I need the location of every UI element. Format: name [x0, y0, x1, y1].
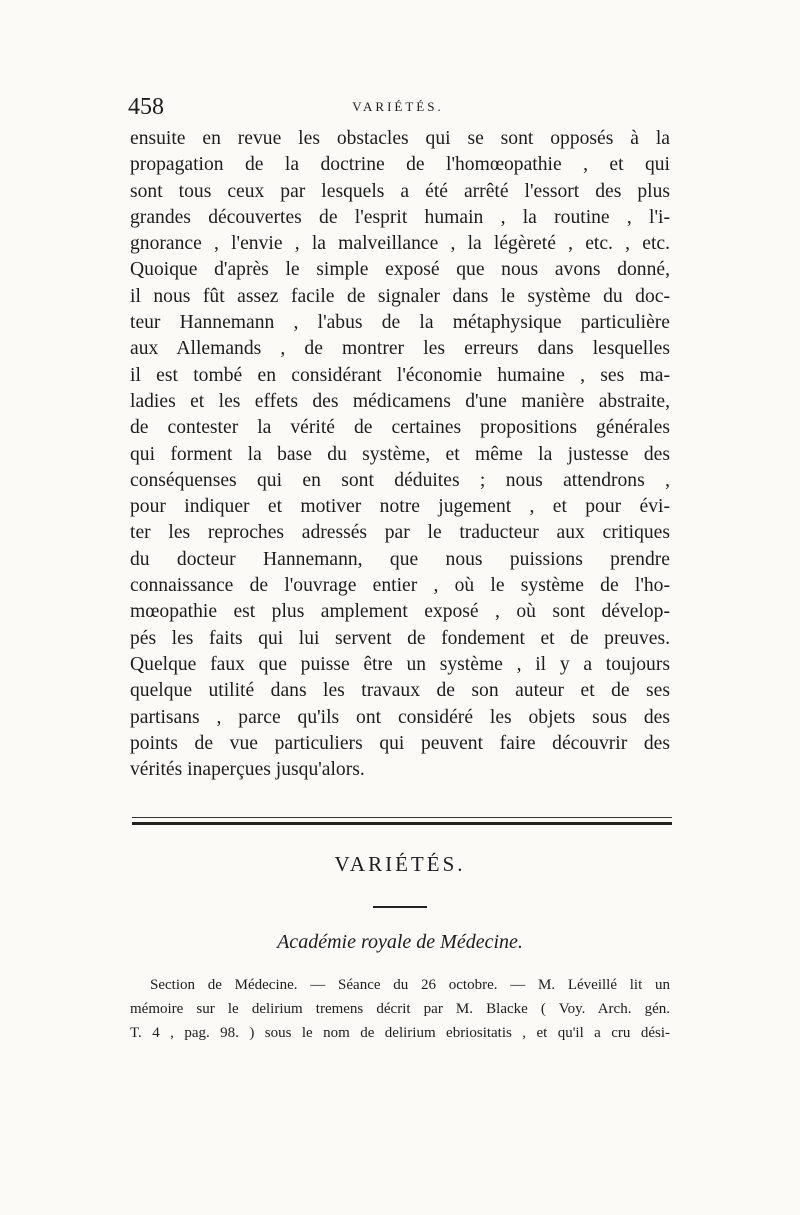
- text-line: propagation de la doctrine de l'homœopathie , et qui: [130, 154, 670, 176]
- text-line: mœopathie est plus amplement exposé , où sont dévelop-: [130, 601, 670, 623]
- small-text-line: Section de Médecine. — Séance du 26 octobre. — M. Léveillé lit un: [150, 977, 670, 993]
- text-line: pour indiquer et motiver notre jugement , et pour évi-: [130, 496, 670, 518]
- text-line: Quoique d'après le simple exposé que nous avons donné,: [130, 259, 670, 281]
- small-text-line: T. 4 , pag. 98. ) sous le nom de delirium ebriositatis , et qu'il a cru dési-: [130, 1025, 670, 1041]
- text-line: de contester la vérité de certaines propositions générales: [130, 417, 670, 439]
- text-line: gnorance , l'envie , la malveillance , la légèreté , etc. , etc.: [130, 233, 670, 255]
- title-underline: [373, 906, 427, 908]
- body-paragraph: [130, 126, 670, 783]
- text-line: qui forment la base du système, et même la justesse des: [130, 443, 670, 465]
- text-line: conséquenses qui en sont déduites ; nous attendrons ,: [130, 469, 670, 491]
- text-line: pés les faits qui lui servent de fondement et de preuves.: [130, 627, 670, 649]
- text-line: partisans , parce qu'ils ont considéré les objets sous des: [130, 706, 670, 728]
- text-line: quelque utilité dans les travaux de son auteur et de ses: [130, 680, 670, 702]
- small-text-line: mémoire sur le delirium tremens décrit par M. Blacke ( Voy. Arch. gén.: [130, 1001, 670, 1017]
- text-line: teur Hannemann , l'abus de la métaphysique particulière: [130, 312, 670, 334]
- text-line: vérités inaperçues jusqu'alors.: [130, 759, 365, 781]
- text-line: ladies et les effets des médicamens d'une manière abstraite,: [130, 390, 670, 412]
- section-title: VARIÉTÉS.: [334, 852, 466, 876]
- running-title: VARIÉTÉS.: [352, 99, 444, 114]
- text-line: grandes découvertes de l'esprit humain , la routine , l'i-: [130, 206, 670, 228]
- running-head: [128, 92, 668, 122]
- text-line: il est tombé en considérant l'économie humaine , ses ma-: [130, 364, 670, 386]
- text-line: ter les reproches adressés par le traducteur aux critiques: [130, 522, 670, 544]
- subsection-title: Académie royale de Médecine.: [277, 931, 523, 953]
- text-line: Quelque faux que puisse être un système , il y a toujours: [130, 653, 670, 675]
- text-line: il nous fût assez facile de signaler dans le système du doc-: [130, 285, 670, 307]
- text-line: ensuite en revue les obstacles qui se sont opposés à la: [130, 128, 670, 149]
- text-line: connaissance de l'ouvrage entier , où le système de l'ho-: [130, 575, 670, 597]
- page-number: 458: [128, 94, 164, 120]
- text-line: sont tous ceux par lesquels a été arrêté l'essort des plus: [130, 180, 670, 202]
- section-divider-thick: [132, 822, 672, 825]
- text-line: du docteur Hannemann, que nous puissions prendre: [130, 548, 670, 570]
- section-divider-thin: [132, 817, 672, 818]
- text-line: aux Allemands , de montrer les erreurs dans lesquelles: [130, 338, 670, 360]
- text-line: points de vue particuliers qui peuvent faire découvrir des: [130, 732, 670, 754]
- small-paragraph: [130, 973, 670, 1045]
